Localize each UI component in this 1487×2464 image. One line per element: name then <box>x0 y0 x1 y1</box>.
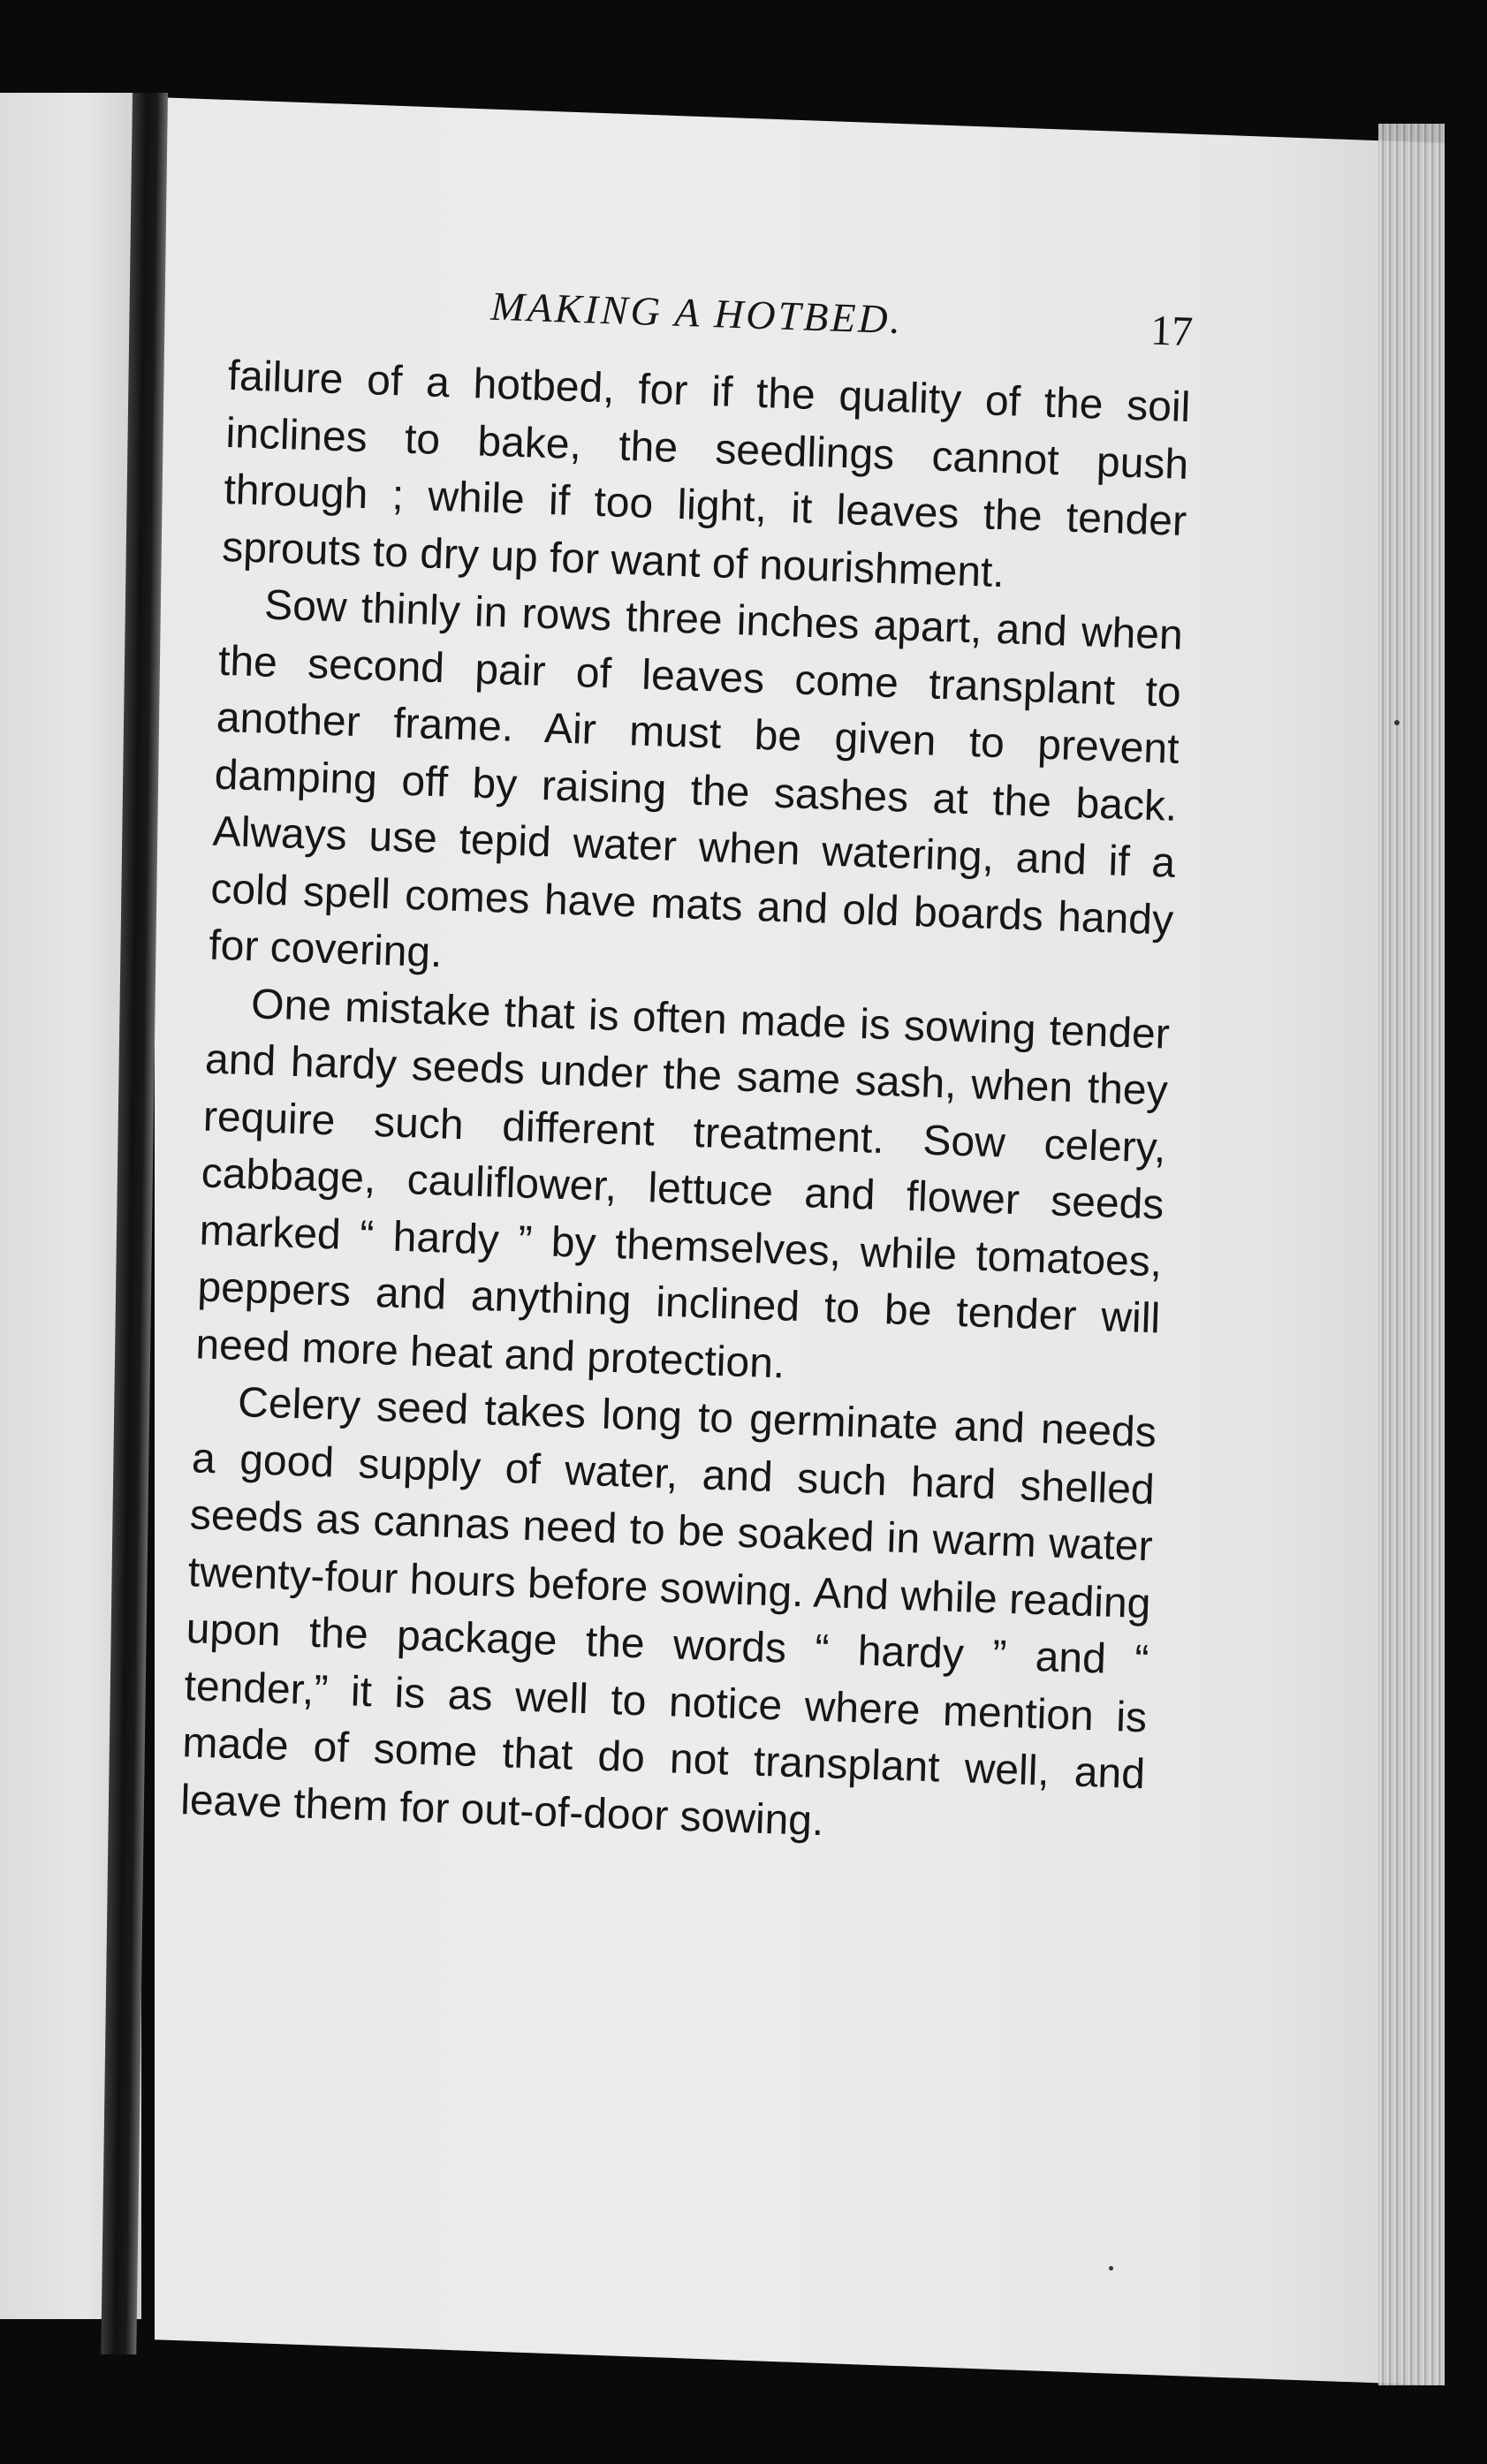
page-stack-edge <box>1378 124 1445 2385</box>
running-head: MAKING A HOTBED. <box>489 283 904 343</box>
dust-speck <box>1394 720 1400 725</box>
page-number: 17 <box>1149 307 1194 356</box>
paragraph: One mistake that is often made is sowing tender and hardy seeds under the same sash, when they require such different treatment. Sow celery, cabbage, cauliflower, lettuce and flower seeds marked “ hardy ” by themselves, while tomatoes, peppers and anything inclined to be tender will need more heat and protection. <box>194 980 1171 1387</box>
dust-speck <box>1109 2266 1113 2271</box>
paragraph: Celery seed takes long to germinate and needs a good supply of water, and such hard shelled seeds as cannas need to be soaked in warm water twenty-four hours before sowing. And while reading upon the package the words “ hardy ” and “ tender,” it is as well to notice where mention is made of some that do not transplant well, and leave them for out-of-door sowing. <box>179 1378 1157 1845</box>
paragraph-continued: failure of a hotbed, for if the quality of the soil inclines to bake, the seedlings cannot push through ; while if too light, it leaves the tender sprouts to dry up for want of nourishment. <box>221 352 1192 596</box>
page-text-block <box>179 265 1194 1861</box>
paragraph: Sow thinly in rows three inches apart, and when the second pair of leaves come transplant to another frame. Air must be given to prevent damping off by raising the sashes at the back. Always use tepid water when watering, and if a cold spell comes have mats and old boards handy for covering. <box>208 581 1184 977</box>
